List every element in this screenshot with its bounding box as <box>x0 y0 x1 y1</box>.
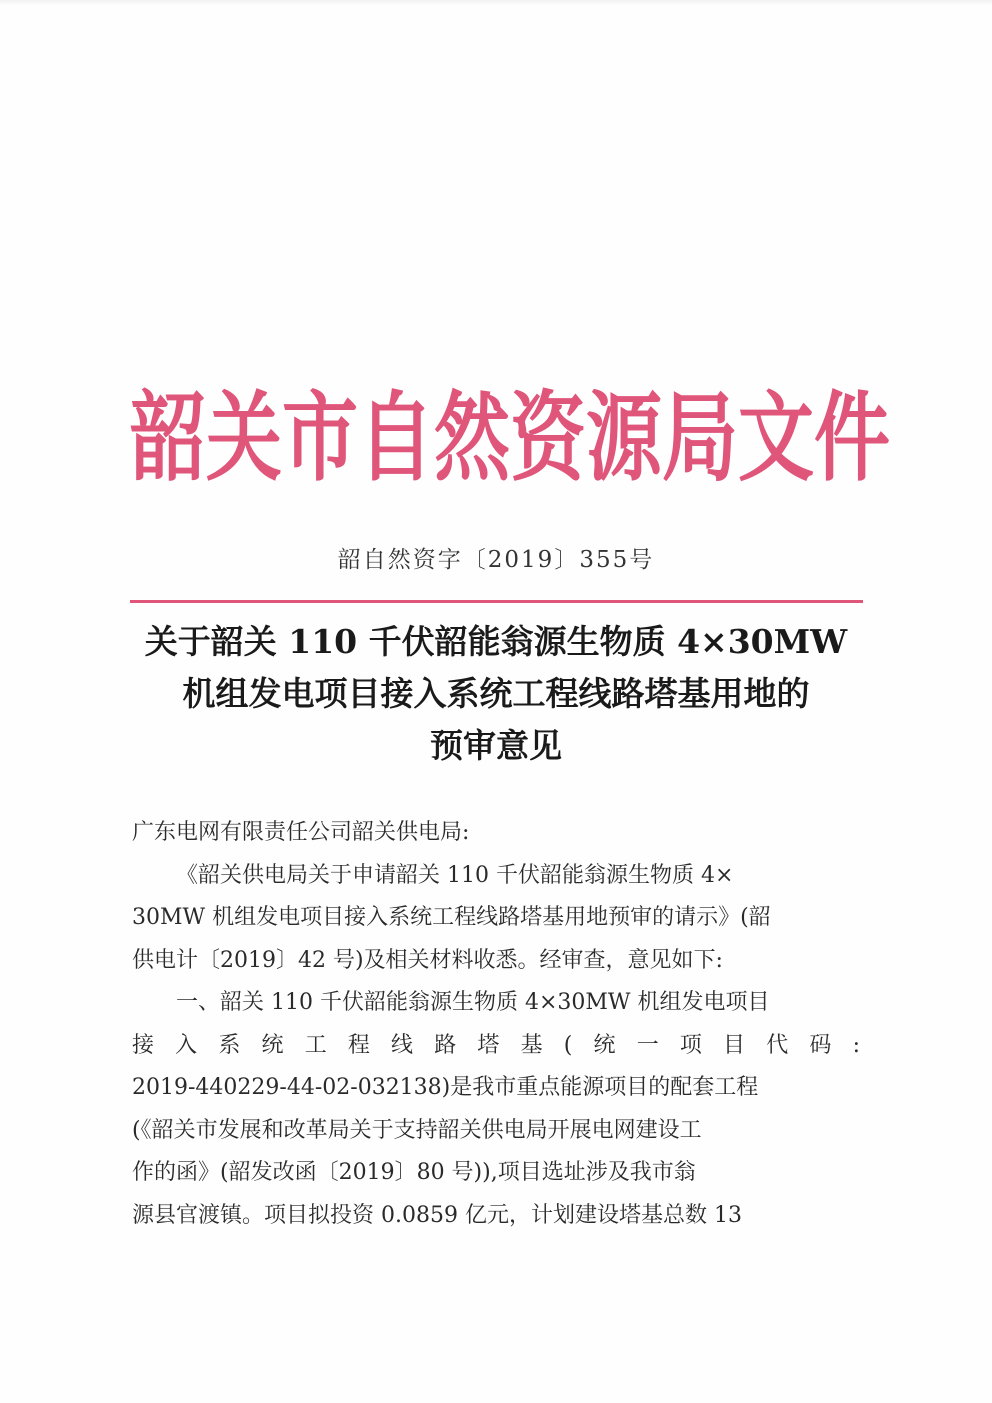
body-line-9: 作的函》(韶发改函〔2019〕80 号)),项目选址涉及我市翁 <box>132 1160 696 1185</box>
title-line-2: 机组发电项目接入系统工程线路塔基用地的 <box>182 674 810 713</box>
body-line-5: 一、韶关 110 千伏韶能翁源生物质 4×30MW 机组发电项目 <box>176 990 770 1015</box>
salutation: 广东电网有限责任公司韶关供电局: <box>132 820 470 845</box>
body-line-3: 30MW 机组发电项目接入系统工程线路塔基用地预审的请示》(韶 <box>132 905 771 930</box>
red-divider-line <box>130 600 863 603</box>
document-number: 韶自然资字〔2019〕355号 <box>337 547 655 573</box>
title-line-3: 预审意见 <box>430 726 562 765</box>
document-masthead: 韶关市自然资源局文件 <box>130 380 890 495</box>
document-title <box>110 616 882 772</box>
body-line-10: 源县官渡镇。项目拟投资 0.0859 亿元，计划建设塔基总数 13 <box>132 1202 742 1228</box>
body-line-2: 《韶关供电局关于申请韶关 110 千伏韶能翁源生物质 4× <box>176 862 734 888</box>
document-body <box>132 812 860 1237</box>
title-line-1: 关于韶关 110 千伏韶能翁源生物质 4×30MW <box>144 622 848 661</box>
body-line-6: 接入系统工程线路塔基(统一项目代码: <box>132 1032 860 1058</box>
body-line-4: 供电计〔2019〕42 号)及相关材料收悉。经审查，意见如下: <box>132 947 723 973</box>
body-line-8: (《韶关市发展和改革局关于支持韶关供电局开展电网建设工 <box>132 1117 702 1143</box>
scan-edge <box>0 0 992 6</box>
body-line-7: 2019-440229-44-02-032138)是我市重点能源项目的配套工程 <box>132 1075 759 1100</box>
